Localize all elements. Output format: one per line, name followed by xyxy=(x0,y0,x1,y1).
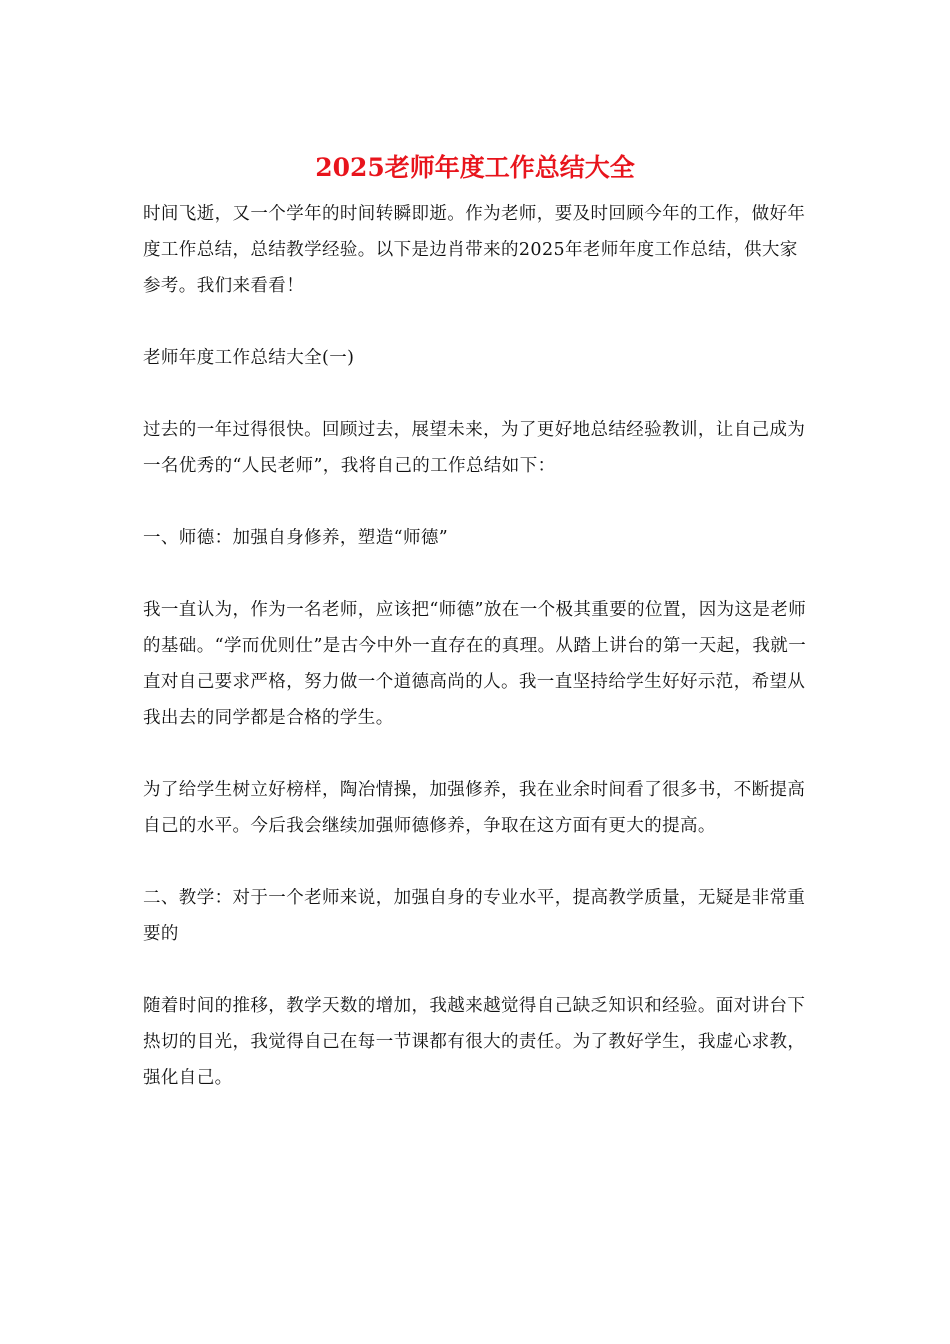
body-paragraph: 过去的一年过得很快。回顾过去，展望未来，为了更好地总结经验教训，让自己成为一名优秀的“人民老师”，我将自己的工作总结如下： xyxy=(143,420,806,476)
body-paragraph: 我一直认为，作为一名老师，应该把“师德”放在一个极其重要的位置，因为这是老师的基础。“学而优则仕”是古今中外一直存在的真理。从踏上讲台的第一天起，我就一直对自己要求严格，努力做一个道德高尚的人。我一直坚持给学生好好示范，希望从我出去的同学都是合格的学生。 xyxy=(143,600,807,728)
document-body xyxy=(143,196,807,1132)
body-paragraph: 随着时间的推移，教学天数的增加，我越来越觉得自己缺乏知识和经验。面对讲台下热切的目光，我觉得自己在每一节课都有很大的责任。为了教好学生，我虚心求教，强化自己。 xyxy=(143,996,806,1088)
subsection-heading-ethics: 一、师德：加强自身修养，塑造“师德” xyxy=(143,528,449,548)
section-heading: 老师年度工作总结大全(一) xyxy=(143,348,355,368)
subsection-heading-teaching: 二、教学：对于一个老师来说，加强自身的专业水平，提高教学质量，无疑是非常重要的 xyxy=(143,888,806,944)
intro-paragraph: 时间飞逝，又一个学年的时间转瞬即逝。作为老师，要及时回顾今年的工作，做好年度工作总结，总结教学经验。以下是边肖带来的2025年老师年度工作总结，供大家参考。我们来看看！ xyxy=(143,204,806,296)
body-paragraph: 为了给学生树立好榜样，陶冶情操，加强修养，我在业余时间看了很多书，不断提高自己的水平。今后我会继续加强师德修养，争取在这方面有更大的提高。 xyxy=(143,780,806,836)
document-title: 2025老师年度工作总结大全 xyxy=(315,153,635,182)
